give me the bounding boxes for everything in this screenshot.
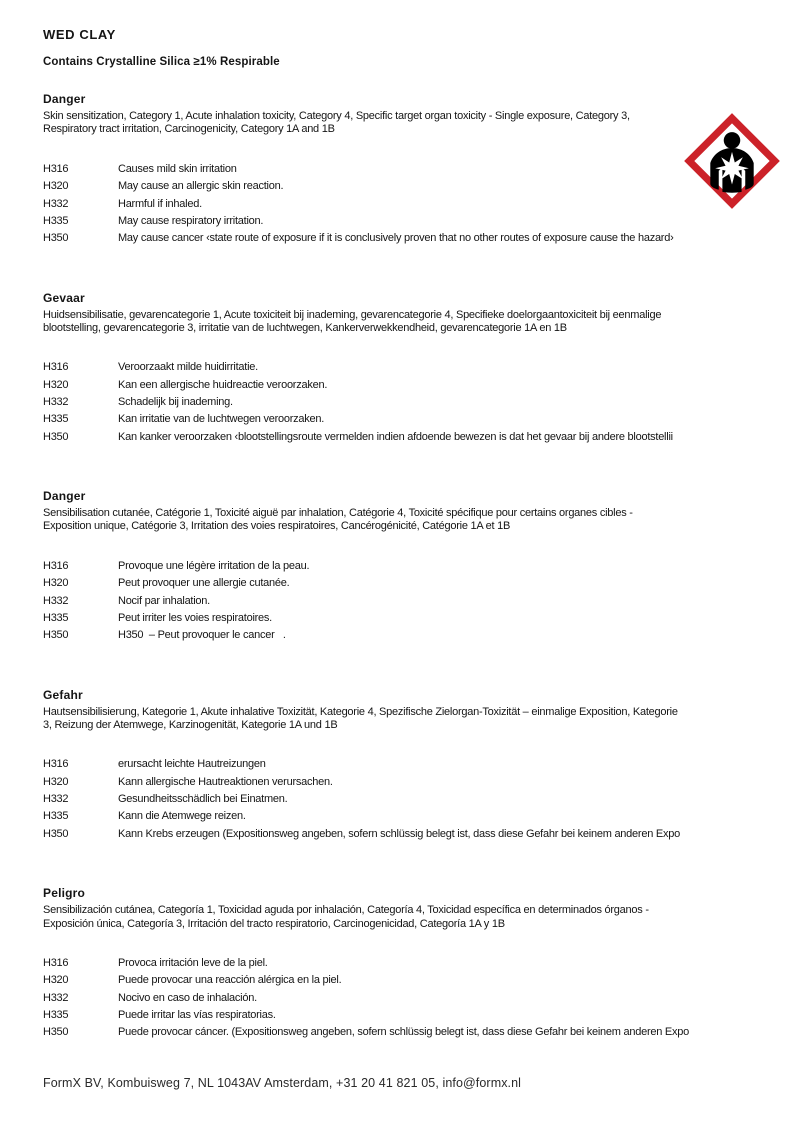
hazard-section-spanish <box>43 886 794 1044</box>
hazard-statement-row <box>43 180 794 197</box>
contains-statement: Contains Crystalline Silica ≥1% Respirable <box>43 56 280 68</box>
hazard-text: erursacht leichte Hautreizungen <box>118 758 266 771</box>
hazard-text: Peut irriter les voies respiratoires. <box>118 611 272 624</box>
hazard-statement-list <box>43 361 794 448</box>
hazard-text: Harmful if inhaled. <box>118 197 202 210</box>
hazard-code: H320 <box>43 974 69 987</box>
hazard-text: Kann die Atemwege reizen. <box>118 810 246 823</box>
hazard-code: H332 <box>43 594 69 607</box>
hazard-code: H316 <box>43 758 69 771</box>
hazard-code: H350 <box>43 232 69 245</box>
signal-word: Gefahr <box>43 687 83 702</box>
hazard-code: H320 <box>43 180 69 193</box>
hazard-code: H350 <box>43 629 69 642</box>
hazard-text: Causes mild skin irritation <box>118 162 237 175</box>
hazard-statement-row <box>43 758 794 775</box>
hazard-statement-row <box>43 232 794 249</box>
hazard-statement-row <box>43 577 794 594</box>
classification-text: blootstelling, gevarencategorie 3, irritatie van de luchtwegen, Kankerverwekkendheid, gevarencategorie 1A en 1B <box>43 321 567 334</box>
hazard-text: May cause respiratory irritation. <box>118 214 264 227</box>
hazard-text: May cause an allergic skin reaction. <box>118 180 284 193</box>
hazard-statement-row <box>43 974 794 991</box>
hazard-statement-row <box>43 431 794 448</box>
classification-text: Skin sensitization, Category 1, Acute inhalation toxicity, Category 4, Specific target organ toxicity - Single exposure, Category 3, <box>43 110 630 122</box>
ghs08-health-hazard-icon <box>684 113 780 209</box>
hazard-statement-row <box>43 163 794 180</box>
hazard-code: H350 <box>43 827 69 840</box>
hazard-text: Puede provocar una reacción alérgica en la piel. <box>118 974 342 987</box>
hazard-statement-row <box>43 1009 794 1026</box>
hazard-code: H335 <box>43 214 69 227</box>
hazard-text: Veroorzaakt milde huidirritatie. <box>118 361 258 374</box>
signal-word: Danger <box>43 92 86 106</box>
classification-text: Exposición única, Categoría 3, Irritación del tracto respiratorio, Carcinogenicidad, Categoría 1A y 1B <box>43 917 505 930</box>
hazard-statement-row <box>43 957 794 974</box>
classification-text: Exposition unique, Catégorie 3, Irritation des voies respiratoires, Cancérogénicité, Catégorie 1A et 1B <box>43 520 511 533</box>
hazard-text: Nocif par inhalation. <box>118 594 210 607</box>
hazard-statement-list <box>43 163 794 250</box>
hazard-statement-row <box>43 612 794 629</box>
signal-word: Danger <box>43 489 86 504</box>
hazard-statement-row <box>43 361 794 378</box>
hazard-text: Nocivo en caso de inhalación. <box>118 991 257 1004</box>
hazard-statement-list <box>43 758 794 845</box>
hazard-statement-row <box>43 560 794 577</box>
hazard-text: Puede irritar las vías respiratorias. <box>118 1008 276 1021</box>
hazard-text: Puede provocar cáncer. (Expositionsweg angeben, sofern schlüssig belegt ist, dass diese Gefahr bei keinem anderen Expo <box>118 1026 689 1039</box>
hazard-code: H316 <box>43 956 69 969</box>
hazard-statement-row <box>43 828 794 845</box>
hazard-statement-list <box>43 957 794 1044</box>
hazard-statement-row <box>43 215 794 232</box>
classification-text: Hautsensibilisierung, Kategorie 1, Akute inhalative Toxizität, Kategorie 4, Spezifische Zielorgan-Toxizität – einmalige Exposition, Kategorie <box>43 705 678 718</box>
hazard-code: H350 <box>43 430 69 443</box>
hazard-section-dutch <box>43 291 794 449</box>
hazard-statement-row <box>43 810 794 827</box>
hazard-text: Provoca irritación leve de la piel. <box>118 956 268 969</box>
hazard-statement-row <box>43 1026 794 1043</box>
hazard-text: May cause cancer ‹state route of exposure if it is conclusively proven that no other routes of exposure cause the hazard› <box>118 232 674 245</box>
hazard-code: H332 <box>43 396 69 409</box>
hazard-code: H320 <box>43 577 69 590</box>
hazard-text: Gesundheitsschädlich bei Einatmen. <box>118 793 288 806</box>
hazard-code: H316 <box>43 162 69 175</box>
hazard-statement-row <box>43 793 794 810</box>
hazard-code: H316 <box>43 361 69 374</box>
hazard-code: H320 <box>43 378 69 391</box>
hazard-section-french <box>43 489 794 647</box>
hazard-text: Kann allergische Hautreaktionen verursachen. <box>118 775 333 788</box>
hazard-statement-row <box>43 413 794 430</box>
classification-text: Huidsensibilisatie, gevarencategorie 1, Acute toxiciteit bij inademing, gevarencategorie 4, Specifieke doelorgaantoxiciteit bij eenmalige <box>43 308 662 321</box>
hazard-text: H350 – Peut provoquer le cancer . <box>118 629 286 642</box>
hazard-text: Kan een allergische huidreactie veroorzaken. <box>118 378 328 391</box>
classification-text: 3, Reizung der Atemwege, Karzinogenität, Kategorie 1A und 1B <box>43 719 338 731</box>
hazard-statement-row <box>43 379 794 396</box>
hazard-code: H316 <box>43 559 69 572</box>
hazard-statement-list <box>43 560 794 647</box>
hazard-statement-row <box>43 198 794 215</box>
hazard-statement-row <box>43 396 794 413</box>
hazard-code: H320 <box>43 775 69 788</box>
hazard-code: H335 <box>43 810 69 823</box>
hazard-statement-row <box>43 629 794 646</box>
hazard-statement-row <box>43 992 794 1009</box>
classification-text: Sensibilización cutánea, Categoría 1, Toxicidad aguda por inhalación, Categoría 4, Toxicidad específica en determinados órganos - <box>43 904 649 917</box>
hazard-text: Kan irritatie van de luchtwegen veroorzaken. <box>118 413 325 426</box>
hazard-statement-row <box>43 776 794 793</box>
hazard-code: H332 <box>43 991 69 1004</box>
hazard-text: Peut provoquer une allergie cutanée. <box>118 577 290 590</box>
hazard-code: H335 <box>43 1008 69 1021</box>
hazard-statement-row <box>43 595 794 612</box>
product-name: WED CLAY <box>43 27 116 42</box>
hazard-code: H350 <box>43 1026 69 1039</box>
classification-text: Sensibilisation cutanée, Catégorie 1, Toxicité aiguë par inhalation, Catégorie 4, Toxicité spécifique pour certains organes cibles - <box>43 507 633 520</box>
hazard-text: Schadelijk bij inademing. <box>118 396 233 409</box>
hazard-text: Kann Krebs erzeugen (Expositionsweg angeben, sofern schlüssig belegt ist, dass diese Gefahr bei keinem anderen Expo <box>118 827 680 840</box>
signal-word: Gevaar <box>43 290 85 305</box>
hazard-code: H332 <box>43 793 69 806</box>
company-address: FormX BV, Kombuisweg 7, NL 1043AV Amsterdam, +31 20 41 821 05, info@formx.nl <box>43 1076 522 1090</box>
hazard-section-english <box>43 92 794 250</box>
sections <box>43 92 794 1044</box>
hazard-code: H335 <box>43 413 69 426</box>
hazard-section-german <box>43 688 794 846</box>
signal-word: Peligro <box>43 886 86 901</box>
classification-text: Respiratory tract irritation, Carcinogenicity, Category 1A and 1B <box>43 123 335 136</box>
hazard-code: H332 <box>43 197 69 210</box>
hazard-code: H335 <box>43 611 69 624</box>
hazard-text: Provoque une légère irritation de la peau. <box>118 559 310 572</box>
hazard-text: Kan kanker veroorzaken ‹blootstellingsroute vermelden indien afdoende bewezen is dat het gevaar bij andere blootstellii <box>118 430 673 443</box>
